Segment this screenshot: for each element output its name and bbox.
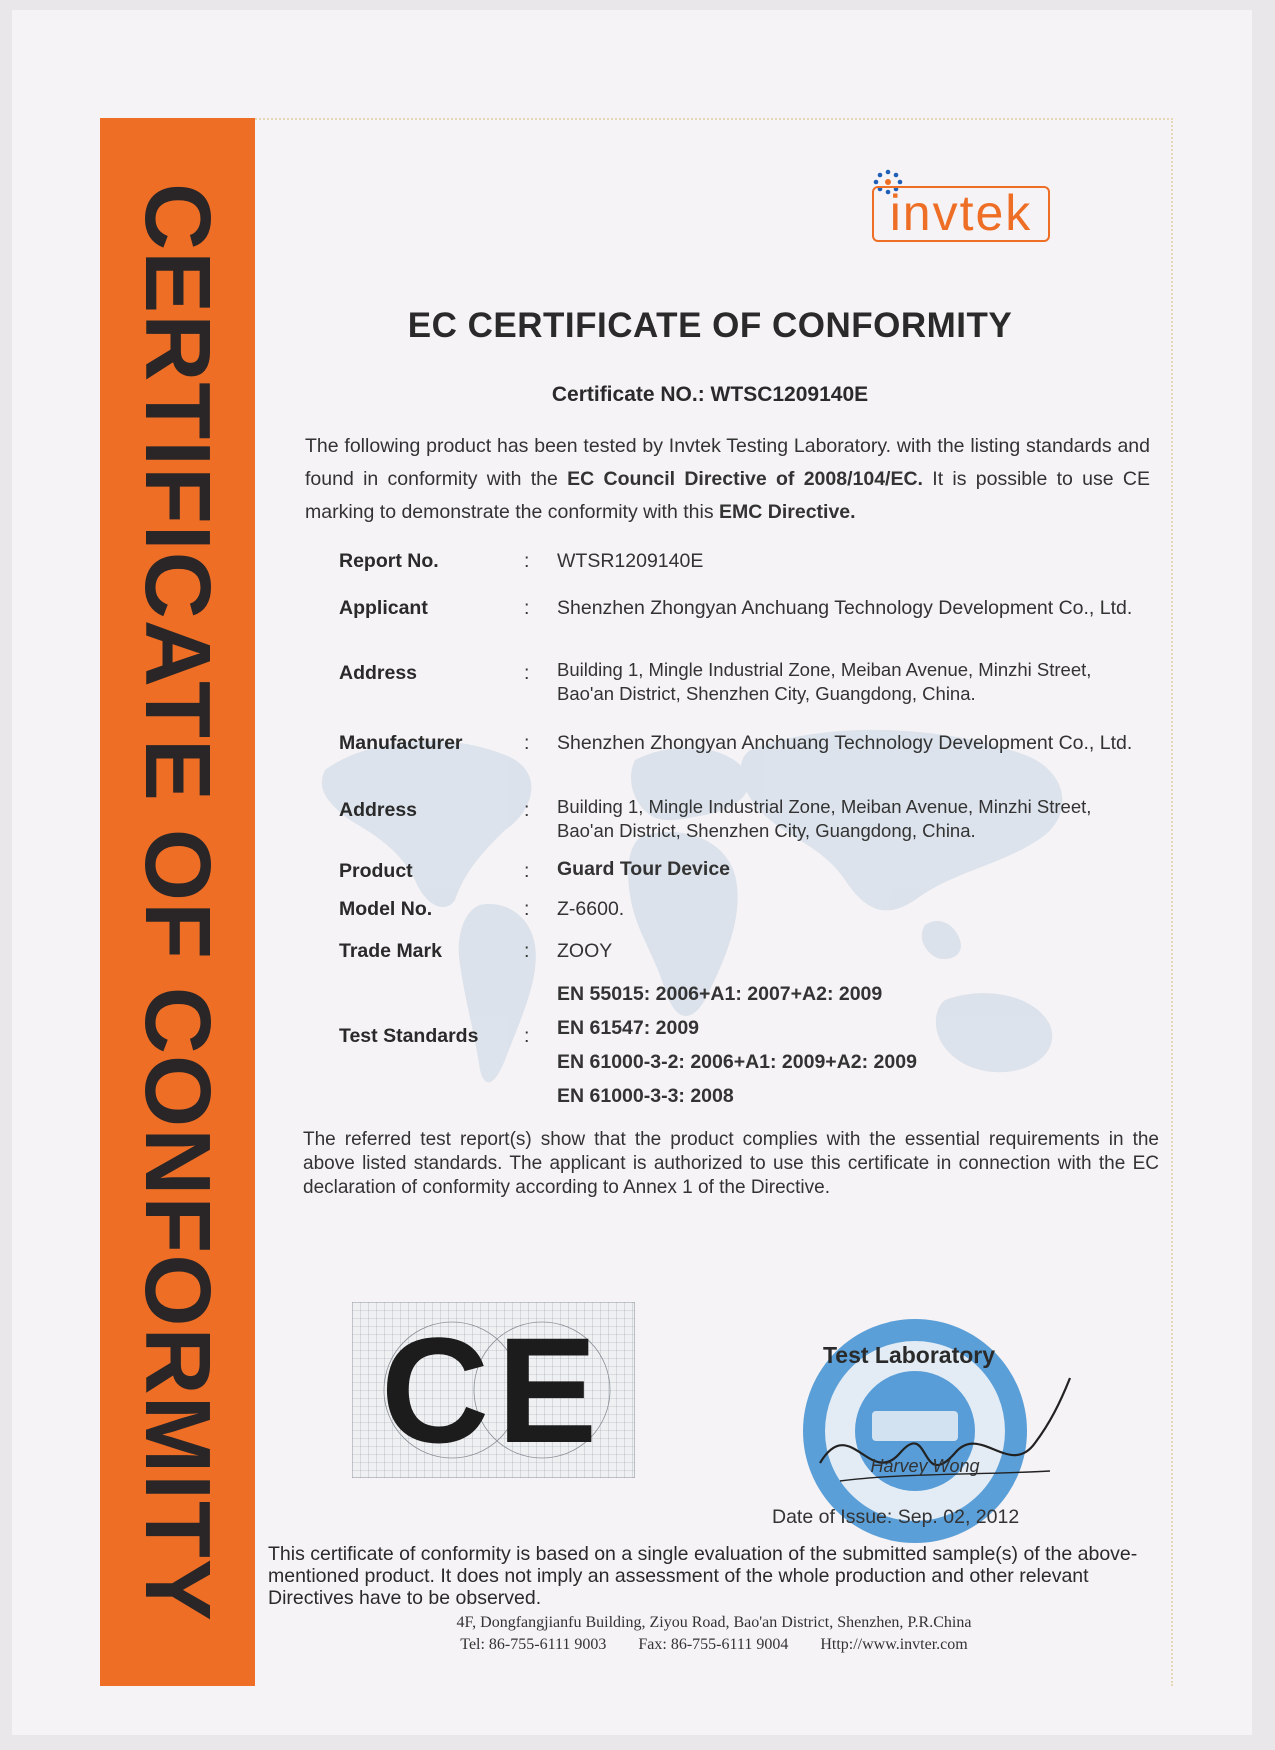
manufacturer-address-colon: : [524,799,530,821]
standards-colon: : [524,1025,530,1047]
standard-item: EN 55015: 2006+A1: 2007+A2: 2009 [557,983,883,1005]
signer-name: Harvey Wong [870,1456,980,1476]
standard-item: EN 61547: 2009 [557,1017,700,1039]
sidebar-title: CERTIFICATE OF CONFORMITY [126,182,230,1622]
footer-fax: Fax: 86-755-6111 9004 [638,1636,789,1653]
intro-paragraph [305,430,1150,529]
product-label: Product [339,860,413,882]
invtek-logo [858,166,1056,248]
report-label: Report No. [339,550,439,572]
intro-text-2: It is possible to use CE marking to demonstrate the conformity with this [305,468,1150,523]
standard-item: EN 61000-3-3: 2008 [557,1085,734,1107]
date-of-issue: Date of Issue: Sep. 02, 2012 [772,1506,1020,1528]
footer [255,1612,1173,1656]
manufacturer-label: Manufacturer [339,732,463,754]
standards-list [557,977,1137,1113]
ce-mark [352,1302,635,1478]
product-value: Guard Tour Device [557,858,731,880]
applicant-address-value: Building 1, Mingle Industrial Zone, Meiban Avenue, Minzhi Street, Bao'an District, Shenzhen City, Guangdong, China. [557,659,1092,704]
trademark-label: Trade Mark [339,940,442,962]
disclaimer: This certificate of conformity is based on a single evaluation of the submitted sample(s) of the above-mentioned product. It does not imply an assessment of the whole production and other relevant Directives have to be observed. [268,1543,1138,1609]
standards-label: Test Standards [339,1025,479,1047]
manufacturer-address-value: Building 1, Mingle Industrial Zone, Meiban Avenue, Minzhi Street, Bao'an District, Shenzhen City, Guangdong, China. [557,796,1092,841]
applicant-label: Applicant [339,597,428,619]
ce-mark-text: CE [380,1306,606,1474]
footer-address: 4F, Dongfangjianfu Building, Ziyou Road, Bao'an District, Shenzhen, P.R.China [456,1614,972,1631]
footer-tel: Tel: 86-755-6111 9003 [460,1636,607,1653]
trademark-value: ZOOY [557,940,613,962]
applicant-value: Shenzhen Zhongyan Anchuang Technology Development Co., Ltd. [557,597,1133,619]
intro-emc: EMC Directive. [719,501,856,523]
model-label: Model No. [339,898,433,920]
standard-item: EN 61000-3-2: 2006+A1: 2009+A2: 2009 [557,1051,917,1073]
product-colon: : [524,860,530,882]
applicant-colon: : [524,597,530,619]
model-value: Z-6600. [557,898,625,920]
manufacturer-colon: : [524,732,530,754]
manufacturer-address-label: Address [339,799,418,821]
page-title: EC CERTIFICATE OF CONFORMITY [407,306,1013,345]
applicant-address-colon: : [524,662,530,684]
intro-text-1: The following product has been tested by Invtek Testing Laboratory. with the listing standards and found in conformity with the [305,435,1150,490]
certificate-number: Certificate NO.: WTSC1209140E [551,383,869,406]
seal-label: Test Laboratory [822,1342,996,1368]
closing-paragraph: The referred test report(s) show that the product complies with the essential requirements in the above listed standards. The applicant is authorized to use this certificate in connection with the EC declaration of conformity according to Annex 1 of the Directive. [303,1129,1159,1198]
intro-directive: EC Council Directive of 2008/104/EC. [567,468,923,490]
trademark-colon: : [524,940,530,962]
logo-wordmark: invtek [872,186,1050,242]
applicant-address-label: Address [339,662,418,684]
report-value: WTSR1209140E [557,550,704,572]
report-colon: : [524,550,530,572]
footer-web: Http://www.invter.com [820,1636,968,1653]
manufacturer-value: Shenzhen Zhongyan Anchuang Technology Development Co., Ltd. [557,732,1133,754]
model-colon: : [524,898,530,920]
